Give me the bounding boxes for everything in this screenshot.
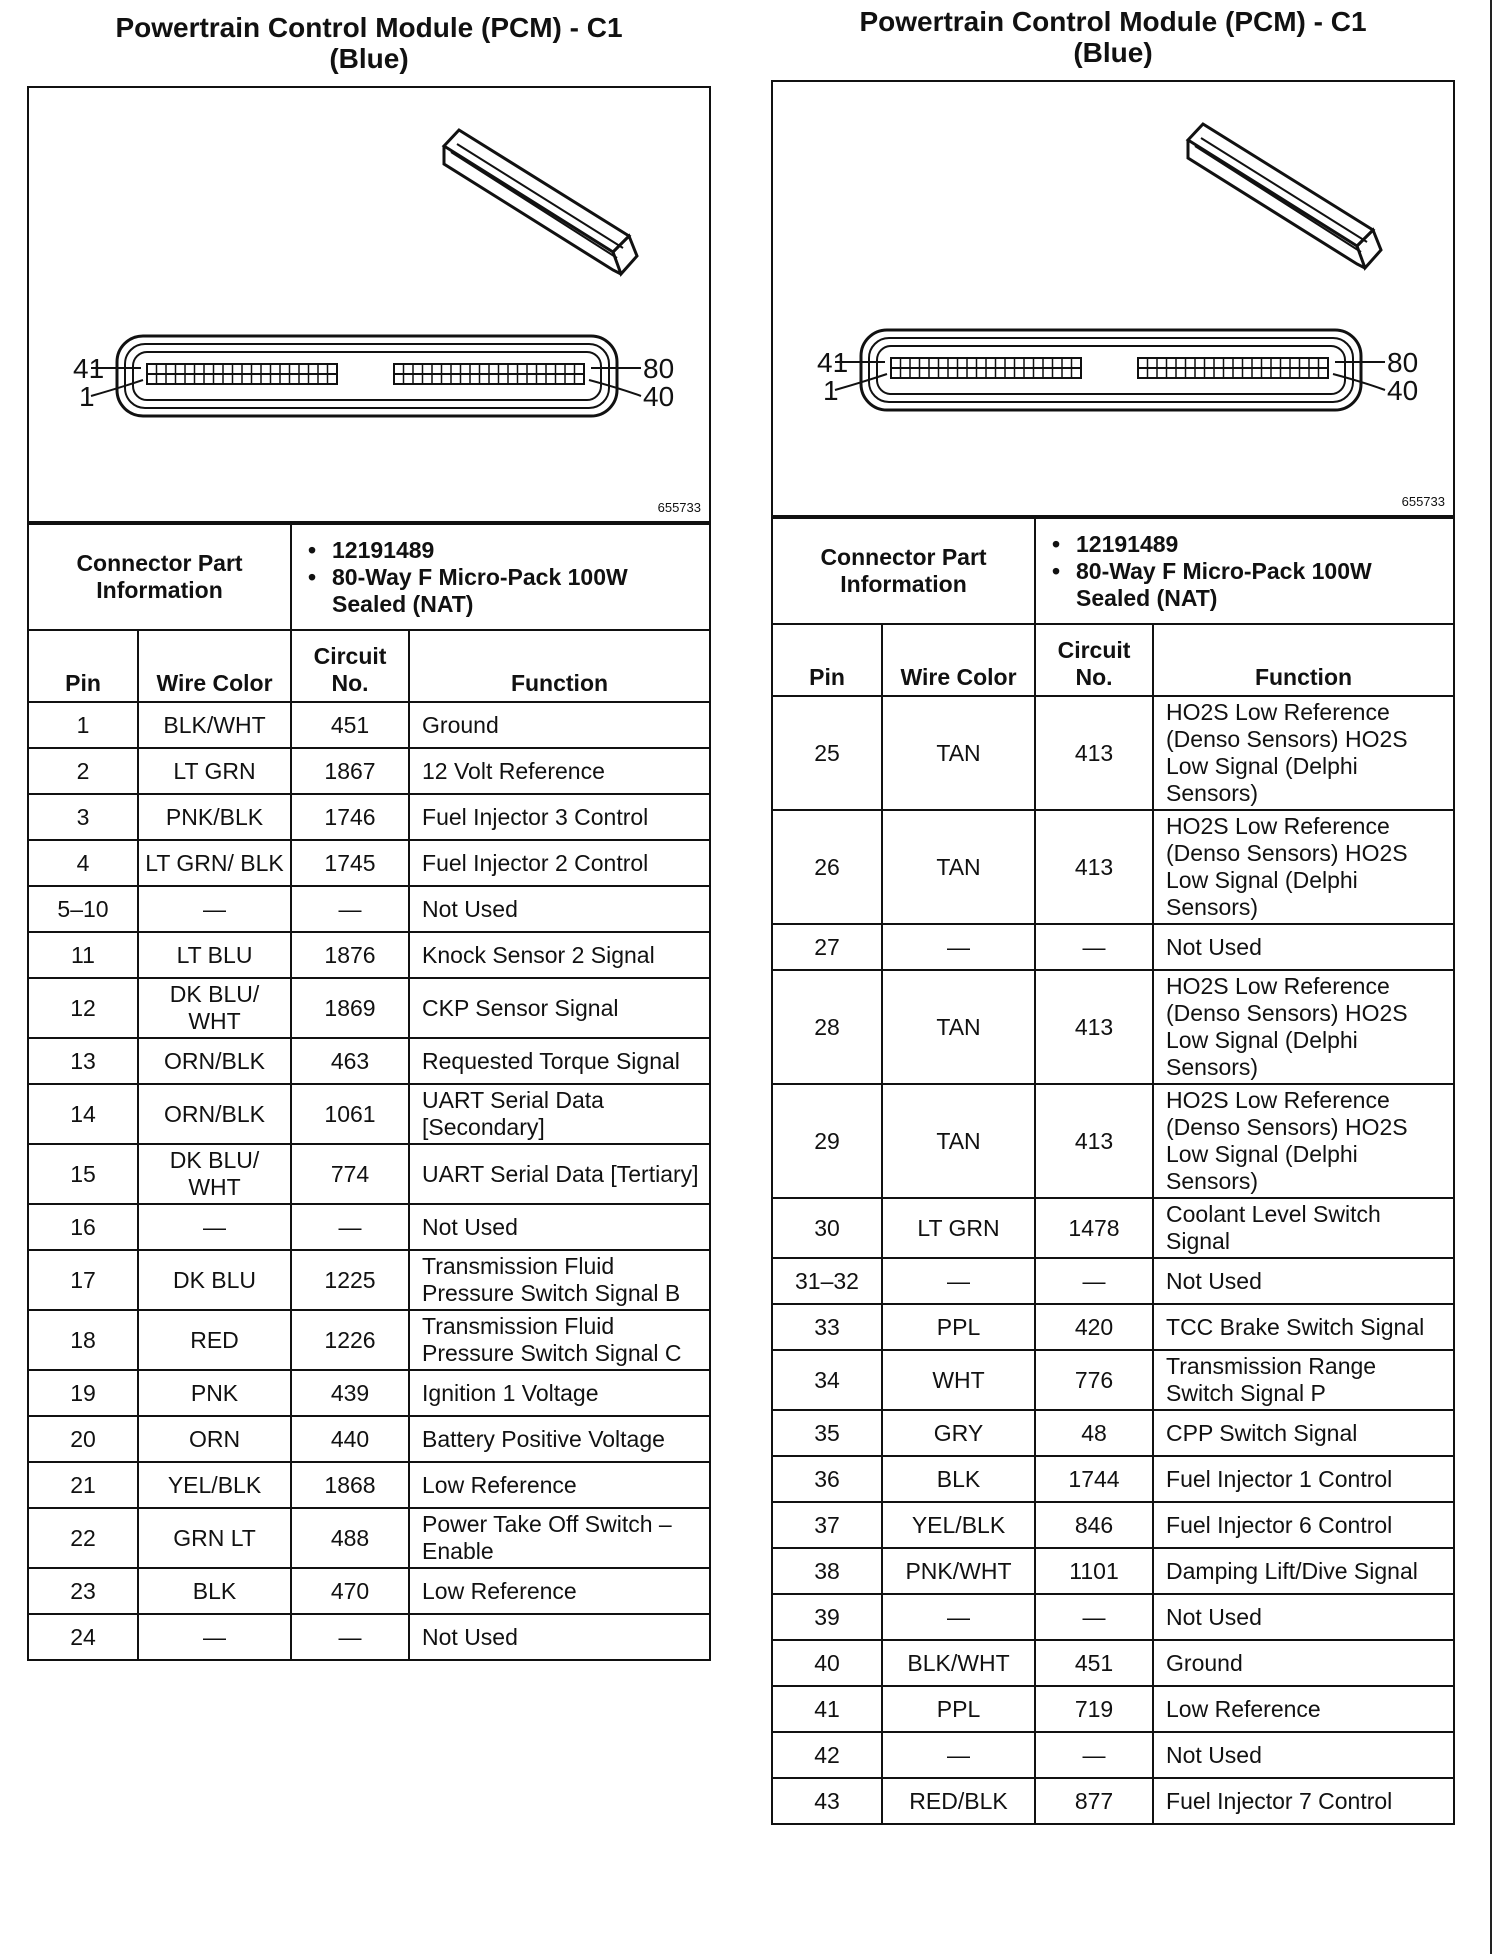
wire-color-cell: TAN <box>882 1084 1035 1198</box>
circuit-cell: 1226 <box>291 1310 409 1370</box>
circuit-cell: 877 <box>1035 1778 1153 1824</box>
function-cell: Not Used <box>1153 1732 1454 1778</box>
table-row <box>772 1258 1454 1304</box>
circuit-cell: 776 <box>1035 1350 1153 1410</box>
figure-id: 655733 <box>657 500 701 515</box>
pin-label-1: 1 <box>823 375 839 406</box>
circuit-cell: 1225 <box>291 1250 409 1310</box>
table-row <box>772 1084 1454 1198</box>
circuit-cell: 413 <box>1035 970 1153 1084</box>
circuit-cell: — <box>1035 1732 1153 1778</box>
function-cell: Fuel Injector 2 Control <box>409 840 710 886</box>
circuit-cell: 451 <box>291 702 409 748</box>
connector-drawing <box>29 88 709 521</box>
header-circuit: Circuit No. <box>291 630 409 702</box>
wire-color-cell: BLK <box>138 1568 291 1614</box>
function-cell: Battery Positive Voltage <box>409 1416 710 1462</box>
function-cell: Low Reference <box>409 1568 710 1614</box>
connector-info-row <box>28 524 710 630</box>
circuit-cell: — <box>291 1614 409 1660</box>
circuit-cell: 846 <box>1035 1502 1153 1548</box>
function-cell: Ignition 1 Voltage <box>409 1370 710 1416</box>
pin-cell: 27 <box>772 924 882 970</box>
table-row <box>772 1548 1454 1594</box>
right-panel <box>771 0 1455 1825</box>
wire-color-cell: PPL <box>882 1304 1035 1350</box>
pin-cell: 1 <box>28 702 138 748</box>
circuit-cell: — <box>1035 1594 1153 1640</box>
function-cell: Not Used <box>409 886 710 932</box>
table-row <box>772 1732 1454 1778</box>
table-row <box>28 840 710 886</box>
function-cell: Low Reference <box>1153 1686 1454 1732</box>
wire-color-cell: BLK/WHT <box>138 702 291 748</box>
function-cell: CPP Switch Signal <box>1153 1410 1454 1456</box>
pin-label-1: 1 <box>79 381 95 412</box>
table-row <box>28 978 710 1038</box>
pin-label-80: 80 <box>1387 347 1419 378</box>
wire-color-cell: TAN <box>882 970 1035 1084</box>
wire-color-cell: — <box>882 1258 1035 1304</box>
wire-color-cell: BLK/WHT <box>882 1640 1035 1686</box>
function-cell: HO2S Low Reference (Denso Sensors) HO2S Low Signal (Delphi Sensors) <box>1153 696 1454 810</box>
table-row <box>28 794 710 840</box>
connector-drawing <box>773 82 1453 515</box>
pin-cell: 5–10 <box>28 886 138 932</box>
pin-cell: 21 <box>28 1462 138 1508</box>
circuit-cell: 420 <box>1035 1304 1153 1350</box>
table-row <box>772 924 1454 970</box>
pin-cell: 4 <box>28 840 138 886</box>
table-row <box>772 1198 1454 1258</box>
table-row <box>28 748 710 794</box>
pin-cell: 34 <box>772 1350 882 1410</box>
header-pin: Pin <box>28 630 138 702</box>
pin-cell: 42 <box>772 1732 882 1778</box>
wire-color-cell: RED <box>138 1310 291 1370</box>
pin-cell: 41 <box>772 1686 882 1732</box>
part-number: • 12191489 <box>1076 531 1447 558</box>
table-body <box>772 696 1454 1824</box>
circuit-cell: 463 <box>291 1038 409 1084</box>
title-line-2: (Blue) <box>329 43 409 74</box>
circuit-cell: 413 <box>1035 1084 1153 1198</box>
wire-color-cell: ORN/BLK <box>138 1038 291 1084</box>
pin-cell: 19 <box>28 1370 138 1416</box>
circuit-cell: 1868 <box>291 1462 409 1508</box>
wire-color-cell: TAN <box>882 810 1035 924</box>
circuit-cell: 1876 <box>291 932 409 978</box>
table-row <box>28 702 710 748</box>
function-cell: Not Used <box>409 1204 710 1250</box>
circuit-cell: 774 <box>291 1144 409 1204</box>
wire-color-cell: TAN <box>882 696 1035 810</box>
connector-figure <box>27 86 711 523</box>
connector-part-label: Connector Part Information <box>28 524 291 630</box>
header-wire-color: Wire Color <box>138 630 291 702</box>
wire-color-cell: PNK/BLK <box>138 794 291 840</box>
left-panel <box>27 6 711 1661</box>
pin-cell: 12 <box>28 978 138 1038</box>
function-cell: UART Serial Data [Secondary] <box>409 1084 710 1144</box>
circuit-cell: — <box>291 886 409 932</box>
wire-color-cell: ORN/BLK <box>138 1084 291 1144</box>
header-row <box>28 630 710 702</box>
wire-color-cell: LT GRN/ BLK <box>138 840 291 886</box>
panel-title <box>771 0 1455 80</box>
circuit-cell: 1061 <box>291 1084 409 1144</box>
pin-cell: 33 <box>772 1304 882 1350</box>
wire-color-cell: LT GRN <box>138 748 291 794</box>
pin-cell: 31–32 <box>772 1258 882 1304</box>
function-cell: Transmission Range Switch Signal P <box>1153 1350 1454 1410</box>
pin-cell: 26 <box>772 810 882 924</box>
circuit-cell: — <box>291 1204 409 1250</box>
pin-cell: 2 <box>28 748 138 794</box>
pin-cell: 29 <box>772 1084 882 1198</box>
function-cell: Not Used <box>1153 1258 1454 1304</box>
table-body <box>28 702 710 1660</box>
function-cell: CKP Sensor Signal <box>409 978 710 1038</box>
pin-cell: 23 <box>28 1568 138 1614</box>
wire-color-cell: — <box>882 924 1035 970</box>
circuit-cell: 1744 <box>1035 1456 1153 1502</box>
pin-cell: 40 <box>772 1640 882 1686</box>
table-row <box>28 1084 710 1144</box>
wire-color-cell: YEL/BLK <box>882 1502 1035 1548</box>
function-cell: Damping Lift/Dive Signal <box>1153 1548 1454 1594</box>
function-cell: Fuel Injector 6 Control <box>1153 1502 1454 1548</box>
figure-id: 655733 <box>1401 494 1445 509</box>
table-row <box>772 1778 1454 1824</box>
circuit-cell: 439 <box>291 1370 409 1416</box>
table-row <box>28 1370 710 1416</box>
table-row <box>28 1144 710 1204</box>
pin-label-40: 40 <box>1387 375 1419 406</box>
connector-part-info <box>1035 518 1454 624</box>
circuit-cell: 1746 <box>291 794 409 840</box>
table-row <box>28 1614 710 1660</box>
circuit-cell: 440 <box>291 1416 409 1462</box>
circuit-cell: — <box>1035 1258 1153 1304</box>
table-row <box>28 1250 710 1310</box>
circuit-cell: 413 <box>1035 810 1153 924</box>
table-row <box>772 1456 1454 1502</box>
function-cell: Fuel Injector 7 Control <box>1153 1778 1454 1824</box>
pin-cell: 38 <box>772 1548 882 1594</box>
circuit-cell: 1867 <box>291 748 409 794</box>
pin-cell: 14 <box>28 1084 138 1144</box>
table-row <box>28 932 710 978</box>
pinout-table <box>771 517 1455 1825</box>
table-row <box>772 1686 1454 1732</box>
pin-cell: 20 <box>28 1416 138 1462</box>
pin-cell: 43 <box>772 1778 882 1824</box>
table-row <box>772 1640 1454 1686</box>
table-row <box>772 1304 1454 1350</box>
table-row <box>772 1502 1454 1548</box>
wire-color-cell: DK BLU/ WHT <box>138 1144 291 1204</box>
pin-cell: 36 <box>772 1456 882 1502</box>
table-row <box>28 1416 710 1462</box>
function-cell: Fuel Injector 3 Control <box>409 794 710 840</box>
pin-label-80: 80 <box>643 353 675 384</box>
panel-title <box>27 6 711 86</box>
pin-cell: 24 <box>28 1614 138 1660</box>
pin-cell: 30 <box>772 1198 882 1258</box>
pin-cell: 37 <box>772 1502 882 1548</box>
table-row <box>28 1038 710 1084</box>
circuit-cell: 488 <box>291 1508 409 1568</box>
circuit-cell: 1101 <box>1035 1548 1153 1594</box>
pin-cell: 22 <box>28 1508 138 1568</box>
connector-part-label: Connector Part Information <box>772 518 1035 624</box>
wire-color-cell: RED/BLK <box>882 1778 1035 1824</box>
wire-color-cell: YEL/BLK <box>138 1462 291 1508</box>
pin-label-40: 40 <box>643 381 675 412</box>
function-cell: TCC Brake Switch Signal <box>1153 1304 1454 1350</box>
table-row <box>28 1568 710 1614</box>
table-row <box>28 886 710 932</box>
table-row <box>772 810 1454 924</box>
circuit-cell: 1745 <box>291 840 409 886</box>
function-cell: Ground <box>409 702 710 748</box>
circuit-cell: 1478 <box>1035 1198 1153 1258</box>
pin-cell: 25 <box>772 696 882 810</box>
wire-color-cell: PNK/WHT <box>882 1548 1035 1594</box>
circuit-cell: — <box>1035 924 1153 970</box>
table-row <box>772 696 1454 810</box>
wire-color-cell: — <box>138 886 291 932</box>
function-cell: 12 Volt Reference <box>409 748 710 794</box>
wire-color-cell: DK BLU <box>138 1250 291 1310</box>
function-cell: Not Used <box>1153 924 1454 970</box>
wire-color-cell: GRY <box>882 1410 1035 1456</box>
pin-cell: 17 <box>28 1250 138 1310</box>
table-row <box>772 1410 1454 1456</box>
function-cell: HO2S Low Reference (Denso Sensors) HO2S Low Signal (Delphi Sensors) <box>1153 970 1454 1084</box>
function-cell: Power Take Off Switch – Enable <box>409 1508 710 1568</box>
function-cell: Coolant Level Switch Signal <box>1153 1198 1454 1258</box>
function-cell: HO2S Low Reference (Denso Sensors) HO2S Low Signal (Delphi Sensors) <box>1153 810 1454 924</box>
wire-color-cell: DK BLU/ WHT <box>138 978 291 1038</box>
part-description: • 80-Way F Micro-Pack 100W Sealed (NAT) <box>1076 558 1447 612</box>
table-row <box>28 1204 710 1250</box>
wire-color-cell: PPL <box>882 1686 1035 1732</box>
function-cell: Not Used <box>409 1614 710 1660</box>
circuit-cell: 451 <box>1035 1640 1153 1686</box>
pin-cell: 13 <box>28 1038 138 1084</box>
wire-color-cell: LT GRN <box>882 1198 1035 1258</box>
circuit-cell: 719 <box>1035 1686 1153 1732</box>
pin-cell: 35 <box>772 1410 882 1456</box>
table-row <box>28 1310 710 1370</box>
wire-color-cell: — <box>138 1204 291 1250</box>
title-line-2: (Blue) <box>1073 37 1153 68</box>
part-number: • 12191489 <box>332 537 703 564</box>
function-cell: Requested Torque Signal <box>409 1038 710 1084</box>
pin-cell: 3 <box>28 794 138 840</box>
wire-color-cell: — <box>138 1614 291 1660</box>
header-function: Function <box>1153 624 1454 696</box>
wire-color-cell: — <box>882 1732 1035 1778</box>
pin-cell: 39 <box>772 1594 882 1640</box>
connector-part-info <box>291 524 710 630</box>
title-line-1: Powertrain Control Module (PCM) - C1 <box>115 12 623 43</box>
title-line-1: Powertrain Control Module (PCM) - C1 <box>859 6 1367 37</box>
table-row <box>772 1594 1454 1640</box>
header-function: Function <box>409 630 710 702</box>
function-cell: UART Serial Data [Tertiary] <box>409 1144 710 1204</box>
page-divider-line <box>1490 0 1492 1954</box>
connector-info-row <box>772 518 1454 624</box>
wire-color-cell: WHT <box>882 1350 1035 1410</box>
table-row <box>28 1462 710 1508</box>
function-cell: Transmission Fluid Pressure Switch Signal B <box>409 1250 710 1310</box>
part-description: • 80-Way F Micro-Pack 100W Sealed (NAT) <box>332 564 703 618</box>
table-row <box>28 1508 710 1568</box>
wire-color-cell: — <box>882 1594 1035 1640</box>
header-pin: Pin <box>772 624 882 696</box>
wire-color-cell: LT BLU <box>138 932 291 978</box>
table-row <box>772 1350 1454 1410</box>
wire-color-cell: BLK <box>882 1456 1035 1502</box>
pin-cell: 28 <box>772 970 882 1084</box>
pin-label-41: 41 <box>73 353 105 384</box>
header-wire-color: Wire Color <box>882 624 1035 696</box>
pin-label-41: 41 <box>817 347 849 378</box>
function-cell: Fuel Injector 1 Control <box>1153 1456 1454 1502</box>
circuit-cell: 48 <box>1035 1410 1153 1456</box>
header-circuit: Circuit No. <box>1035 624 1153 696</box>
wire-color-cell: GRN LT <box>138 1508 291 1568</box>
wire-color-cell: ORN <box>138 1416 291 1462</box>
pin-cell: 18 <box>28 1310 138 1370</box>
circuit-cell: 1869 <box>291 978 409 1038</box>
pin-cell: 15 <box>28 1144 138 1204</box>
function-cell: Ground <box>1153 1640 1454 1686</box>
pinout-table <box>27 523 711 1661</box>
function-cell: Transmission Fluid Pressure Switch Signal C <box>409 1310 710 1370</box>
function-cell: Not Used <box>1153 1594 1454 1640</box>
table-row <box>772 970 1454 1084</box>
pin-cell: 16 <box>28 1204 138 1250</box>
function-cell: Low Reference <box>409 1462 710 1508</box>
pin-cell: 11 <box>28 932 138 978</box>
wire-color-cell: PNK <box>138 1370 291 1416</box>
header-row <box>772 624 1454 696</box>
function-cell: Knock Sensor 2 Signal <box>409 932 710 978</box>
function-cell: HO2S Low Reference (Denso Sensors) HO2S Low Signal (Delphi Sensors) <box>1153 1084 1454 1198</box>
circuit-cell: 470 <box>291 1568 409 1614</box>
connector-figure <box>771 80 1455 517</box>
circuit-cell: 413 <box>1035 696 1153 810</box>
